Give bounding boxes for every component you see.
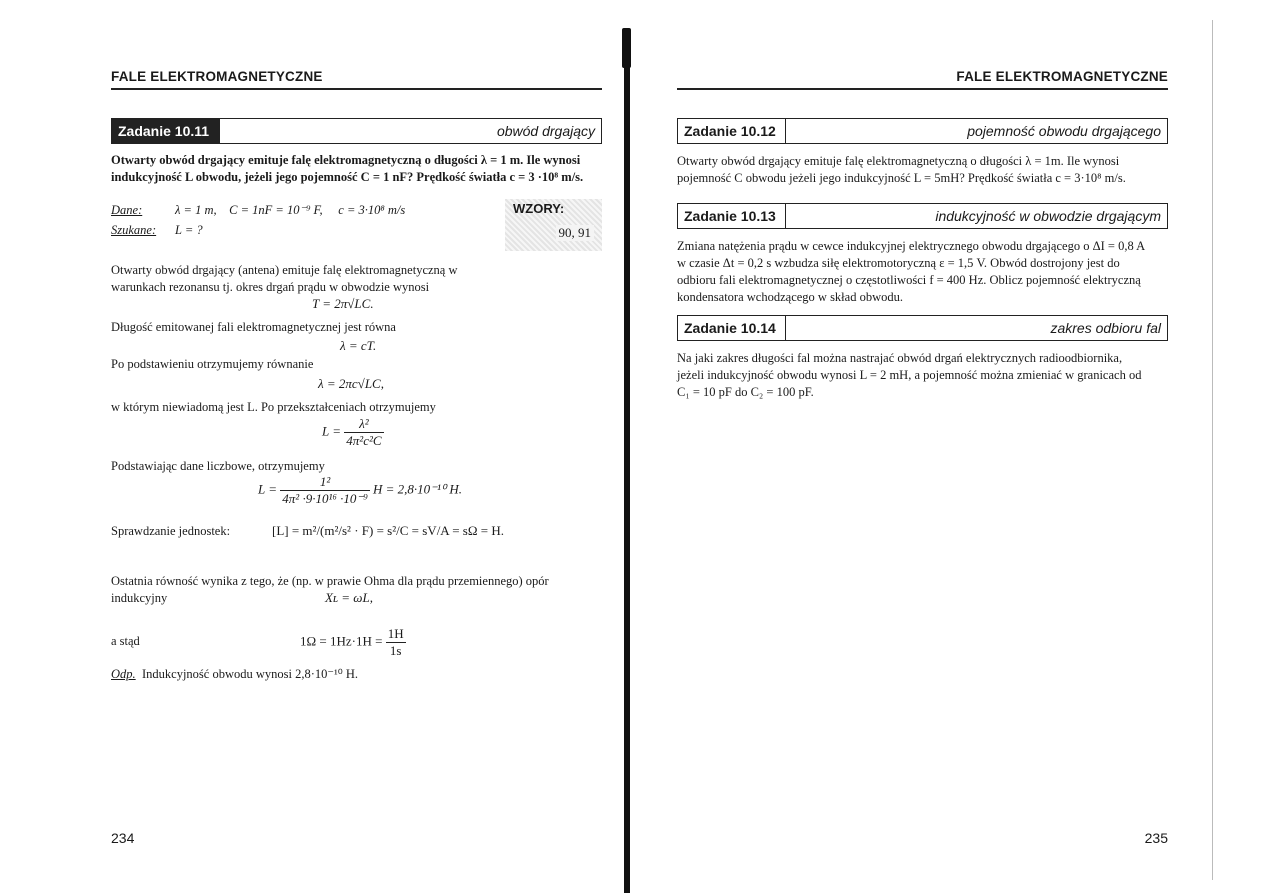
paragraph-1-line-2: warunkach rezonansu tj. okres drgań prądu w obwodzie wynosi bbox=[111, 280, 430, 294]
hence-label: a stąd bbox=[111, 634, 140, 648]
task-10-14-line: jeżeli indukcyjność obwodu wynosi L = 2 mH, a pojemność można zmieniać w granicach od bbox=[677, 368, 1142, 382]
equation-hence bbox=[300, 626, 406, 659]
equation-hence-numerator: 1H bbox=[387, 626, 404, 641]
equation-L-prefix: L = bbox=[322, 423, 342, 439]
task-10-13-text bbox=[677, 238, 1172, 306]
left-header-rule bbox=[111, 88, 602, 90]
task-10-11-box bbox=[111, 118, 602, 144]
task-10-13-topic: indukcyjność w obwodzie drgającym bbox=[935, 208, 1161, 224]
units-check-expression: [L] = m²/(m²/s² · F) = s²/C = sV/A = sΩ = H. bbox=[272, 523, 505, 538]
equation-numeric-fraction bbox=[280, 474, 369, 507]
equation-L bbox=[322, 416, 384, 449]
paragraph-1-line-1: Otwarty obwód drgający (antena) emituje falę elektromagnetyczną w bbox=[111, 263, 458, 277]
task-10-12-line: Otwarty obwód drgający emituje falę elektromagnetyczną o długości λ = 1m. Ile wynosi bbox=[677, 154, 1120, 168]
given-values: λ = 1 m, C = 1nF = 10⁻⁹ F, c = 3·10⁸ m/s bbox=[175, 203, 406, 217]
formulas-box bbox=[505, 199, 602, 251]
task-10-12-line: pojemność C obwodu jeżeli jego indukcyjność L = 5mH? Prędkość światła c = 3·10⁸ m/s. bbox=[677, 171, 1126, 185]
right-page-number: 235 bbox=[1144, 830, 1168, 846]
equation-numeric-numerator: 1² bbox=[280, 474, 369, 491]
answer-text: Indukcyjność obwodu wynosi 2,8·10⁻¹⁰ H. bbox=[142, 667, 359, 681]
formulas-value: 90, 91 bbox=[556, 225, 595, 241]
formulas-title: WZORY: bbox=[513, 201, 565, 216]
equation-L-fraction bbox=[344, 416, 383, 449]
equation-L-denominator: 4π²c²C bbox=[346, 433, 382, 448]
equation-period: T = 2π√LC. bbox=[312, 296, 374, 311]
units-check-label: Sprawdzanie jednostek: bbox=[111, 524, 231, 538]
paragraph-6-line-1: Ostatnia równość wynika z tego, że (np. w prawie Ohma dla prądu przemiennego) opór bbox=[111, 574, 549, 588]
task-10-13-line: Zmiana natężenia prądu w cewce indukcyjnej elektrycznego obwodu drgającego o ΔI = 0,8 A bbox=[677, 239, 1146, 253]
equation-L-numerator: λ² bbox=[344, 416, 383, 433]
task-10-14-topic: zakres odbioru fal bbox=[1050, 320, 1161, 336]
answer-label: Odp. bbox=[111, 667, 136, 681]
left-page-header: FALE ELEKTROMAGNETYCZNE bbox=[111, 69, 323, 84]
task-10-14-text bbox=[677, 350, 1172, 401]
task-10-14-box bbox=[677, 315, 1168, 341]
equation-numeric-prefix: L = bbox=[258, 481, 278, 497]
task-10-14-line: Na jaki zakres długości fal można nastrajać obwód drgań elektrycznych radioodbiornika, bbox=[677, 351, 1123, 365]
problem-line-2: indukcyjność L obwodu, jeżeli jego pojemność C = 1 nF? Prędkość światła c = 3 ·10⁸ m/s. bbox=[111, 170, 584, 184]
paragraph-1 bbox=[111, 262, 511, 296]
find-label: Szukane: bbox=[111, 223, 157, 237]
find-value: L = ? bbox=[175, 223, 203, 237]
task-10-13-line: odbioru fali elektromagnetycznej o częstotliwości f = 400 Hz. Oblicz pojemność elektryczną bbox=[677, 273, 1141, 287]
task-10-12-box bbox=[677, 118, 1168, 144]
equation-numeric-denominator: 4π² ·9·10¹⁶ ·10⁻⁹ bbox=[282, 491, 368, 506]
task-10-13-box bbox=[677, 203, 1168, 229]
equation-hence-fraction bbox=[386, 626, 406, 659]
right-header-rule bbox=[677, 88, 1168, 90]
book-spine bbox=[624, 30, 630, 893]
paragraph-5: Podstawiając dane liczbowe, otrzymujemy bbox=[111, 459, 325, 473]
equation-numeric-result: H = 2,8·10⁻¹⁰ H. bbox=[373, 481, 463, 497]
task-10-14-label: Zadanie 10.14 bbox=[678, 316, 786, 340]
left-page-number: 234 bbox=[111, 830, 135, 846]
task-10-12-label: Zadanie 10.12 bbox=[678, 119, 786, 143]
paragraph-4: w którym niewiadomą jest L. Po przekształceniach otrzymujemy bbox=[111, 400, 436, 414]
equation-reactance: Xʟ = ωL, bbox=[325, 590, 373, 605]
paragraph-2: Długość emitowanej fali elektromagnetycznej jest równa bbox=[111, 320, 396, 334]
equation-hence-prefix: 1Ω = 1Hz·1H = bbox=[300, 633, 383, 649]
page-edge bbox=[1212, 20, 1213, 880]
equation-hence-denominator: 1s bbox=[389, 643, 402, 658]
task-10-13-label: Zadanie 10.13 bbox=[678, 204, 786, 228]
equation-wavelength: λ = cT. bbox=[340, 338, 377, 353]
problem-statement bbox=[111, 152, 606, 186]
task-10-11-label: Zadanie 10.11 bbox=[112, 119, 220, 143]
task-10-13-line: w czasie Δt = 0,2 s wzbudza siłę elektromotoryczną ε = 1,5 V. Obwód dostrojony jest do bbox=[677, 256, 1120, 270]
task-10-12-text bbox=[677, 153, 1172, 187]
task-10-14-line: C₁ = 10 pF do C₂ = 100 pF. bbox=[677, 385, 814, 399]
task-10-11-topic: obwód drgający bbox=[496, 123, 595, 139]
task-10-12-topic: pojemność obwodu drgającego bbox=[967, 123, 1161, 139]
equation-numeric bbox=[258, 474, 462, 507]
task-10-13-line: kondensatora wchodzącego w skład obwodu. bbox=[677, 290, 903, 304]
problem-line-1: Otwarty obwód drgający emituje falę elektromagnetyczną o długości λ = 1 m. Ile wynosi bbox=[111, 153, 581, 167]
paragraph-3: Po podstawieniu otrzymujemy równanie bbox=[111, 357, 314, 371]
equation-substitution: λ = 2πc√LC, bbox=[318, 376, 384, 391]
given-label: Dane: bbox=[111, 203, 143, 217]
right-page-header: FALE ELEKTROMAGNETYCZNE bbox=[956, 69, 1168, 84]
paragraph-6-line-2: indukcyjny bbox=[111, 591, 168, 605]
